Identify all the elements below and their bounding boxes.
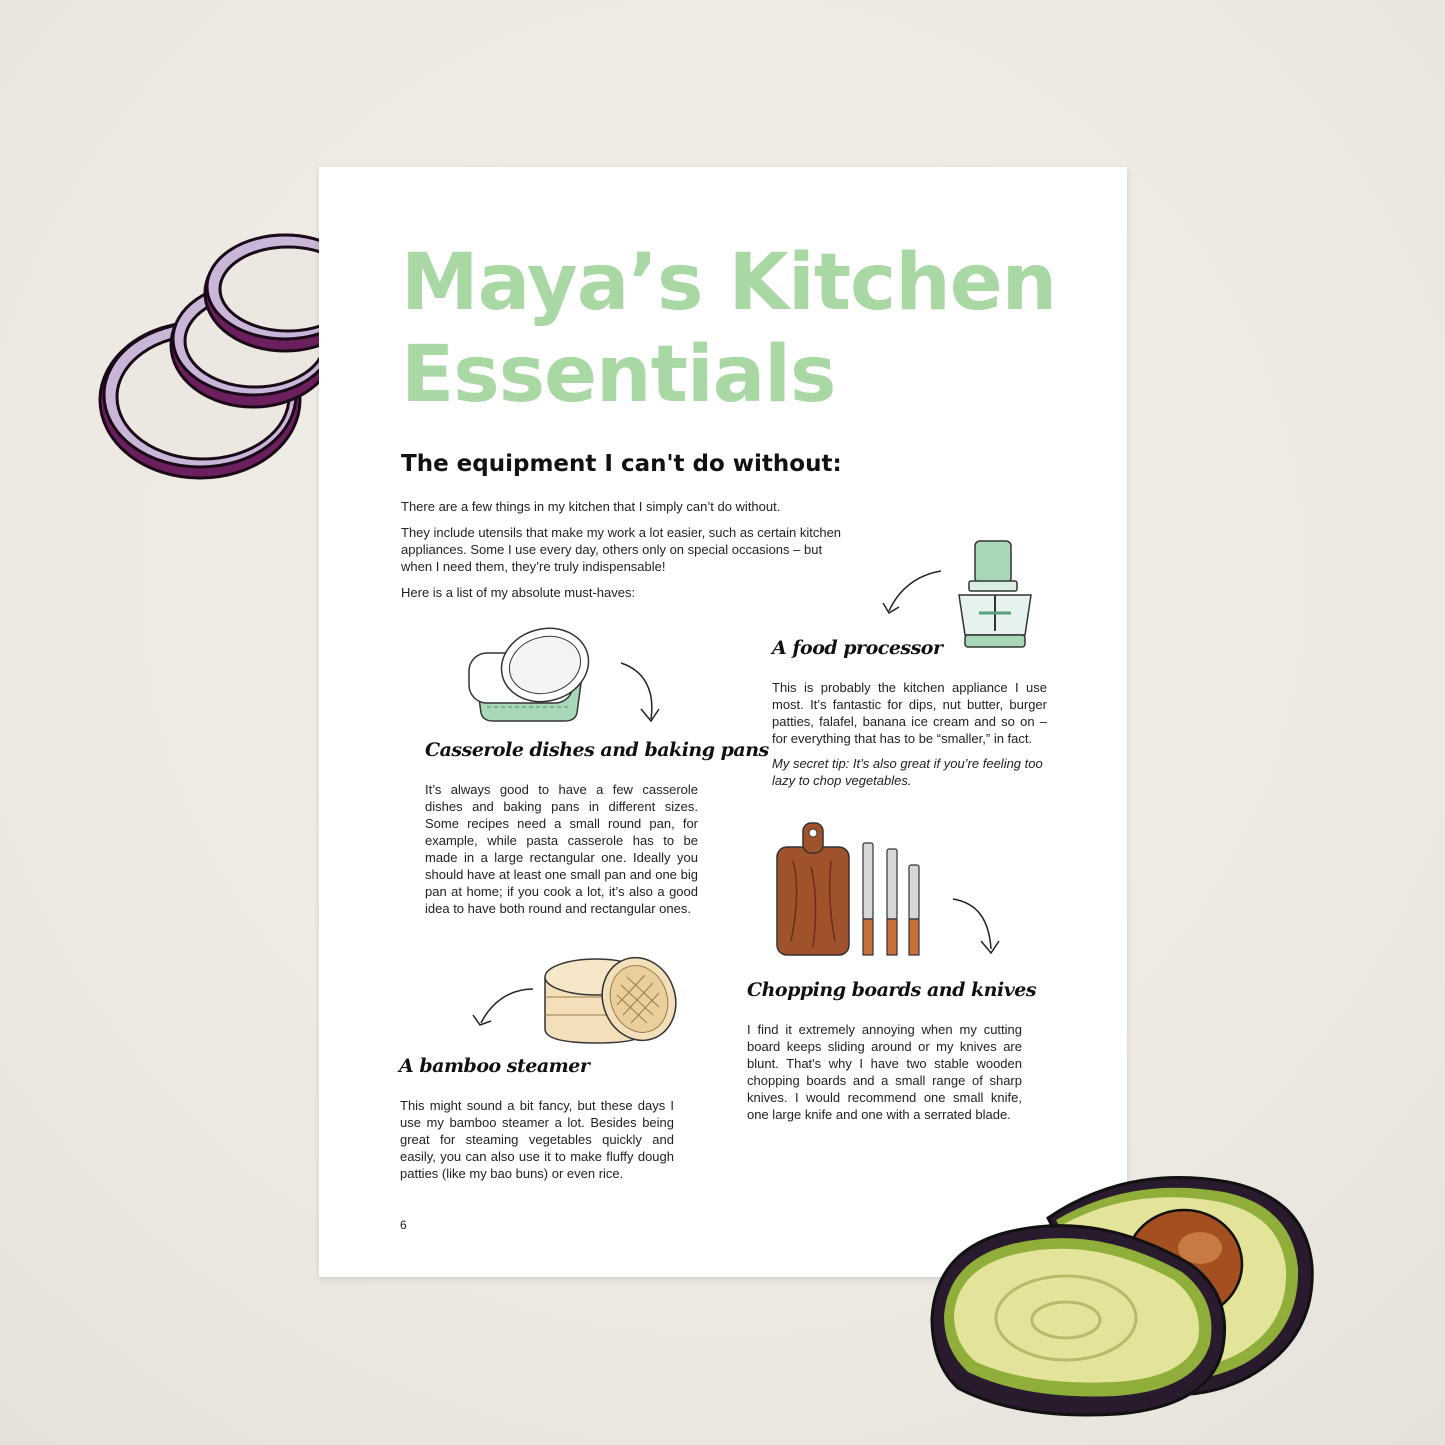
chopping-board-knives-icon [775,821,935,957]
arrow-icon [879,567,949,619]
food-processor-text: This is probably the kitchen appliance I use most. It’s fantastic for dips, nut butter, burger patties, falafel, banana ice cream and so on – for everything that has to be “smaller,” in fact. [772,680,1047,746]
intro-paragraph: Here is a list of my absolute must-haves: [401,585,636,600]
food-processor-tip: My secret tip: It’s also great if you’re feeling too lazy to chop vegetables. [772,756,1043,788]
steamer-text: This might sound a bit fancy, but these days I use my bamboo steamer a lot. Besides being great for steaming vegetables quickly and easily, you can also use it to make fluffy dough patties (like my bao buns) or even rice. [400,1098,674,1181]
food-processor-heading: A food processor [772,637,943,659]
casserole-text: It’s always good to have a few casserole dishes and baking pans in different sizes. Some recipes need a small round pan, for example, while pasta casserole has to be made in a large rectangular one. Ideally you should have at least one small pan and one big pan at home; if you cook a lot, it’s also a good idea to have both round and rectangular ones. [425,782,698,916]
page-title [401,237,1056,421]
casserole-heading: Casserole dishes and baking pans [425,739,769,761]
title-line-2: Essentials [401,330,836,420]
casserole-dish-icon [465,625,595,723]
food-processor-icon [955,539,1035,651]
section-subtitle: The equipment I can't do without: [401,451,842,477]
arrow-icon [471,985,537,1029]
chopping-text: I find it extremely annoying when my cutting board keeps sliding around or my knives are blunt. That's why I have two stable wooden chopping boards and a small range of sharp knives. I would recommend one small knife, one large knife and one with a serrated blade. [747,1022,1022,1122]
recipe-page [319,167,1127,1277]
steamer-heading: A bamboo steamer [399,1055,590,1077]
bamboo-steamer-icon [541,955,681,1049]
avocado-icon [928,1168,1320,1418]
onion-rings-icon [95,225,335,500]
arrow-icon [617,659,667,727]
page-number: 6 [400,1218,407,1232]
intro-paragraph: There are a few things in my kitchen that I simply can’t do without. [401,499,781,514]
intro-paragraph: They include utensils that make my work a lot easier, such as certain kitchen appliances. Some I use every day, others only on special occasions – but when I need them, they’re truly indispensable! [401,525,842,574]
chopping-heading: Chopping boards and knives [747,979,1037,1001]
intro-text [401,498,851,610]
title-line-1: Maya’s Kitchen [401,238,1057,328]
arrow-icon [949,895,1001,957]
